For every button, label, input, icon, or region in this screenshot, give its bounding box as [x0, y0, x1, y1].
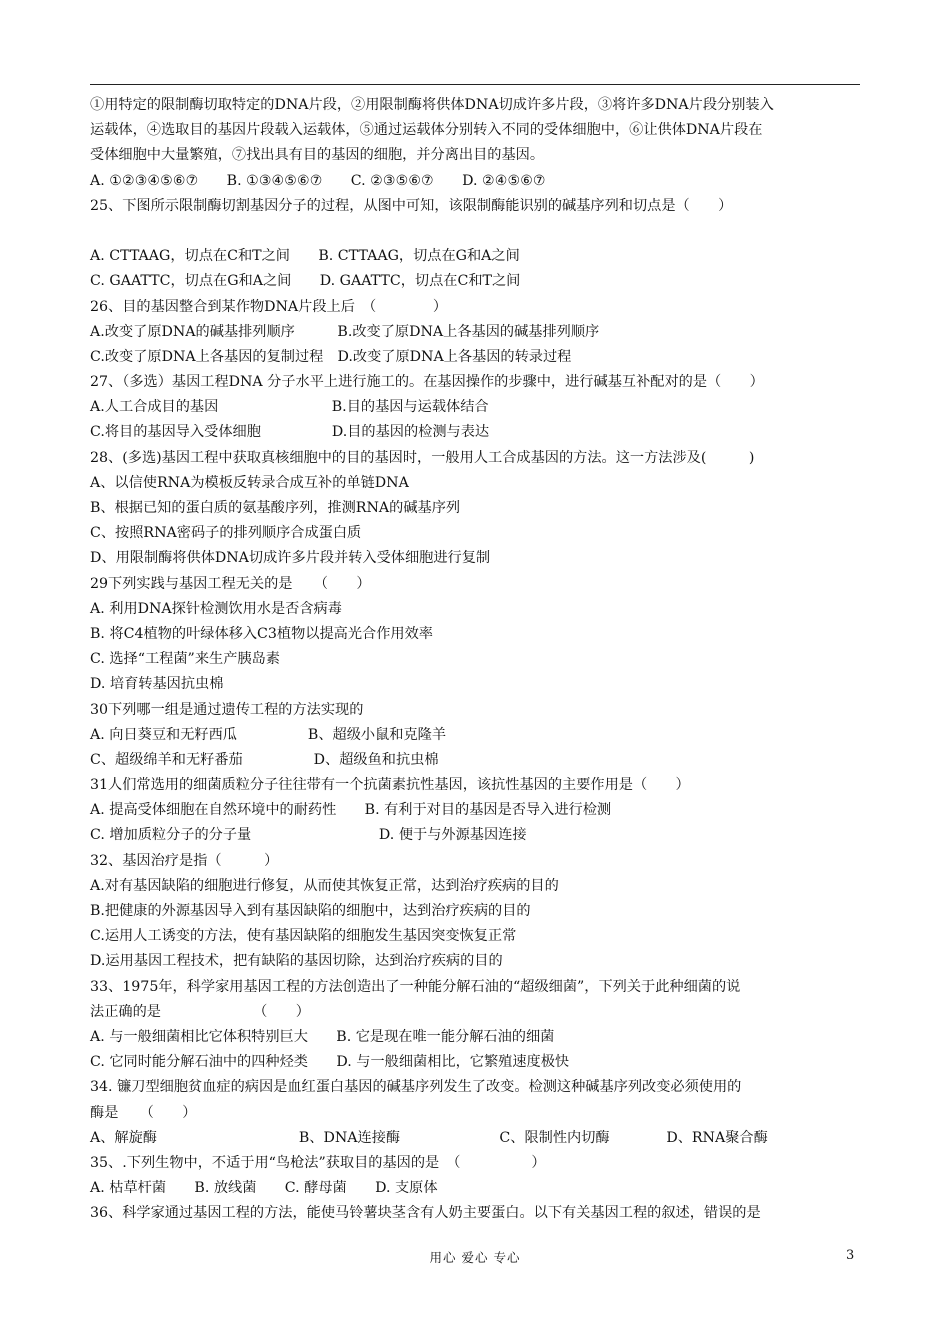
answer-options: A. ①②③④⑤⑥⑦ B. ①③④⑤⑥⑦ C. ②③⑤⑥⑦ D. ②④⑤⑥⑦: [90, 172, 546, 189]
question-29: 29下列实践与基因工程无关的是 （ ）: [90, 575, 371, 592]
answer-option: D.运用基因工程技术，把有缺陷的基因切除，达到治疗疾病的目的: [90, 953, 503, 970]
answer-option: A. 利用DNA探针检测饮用水是否含病毒: [90, 600, 342, 617]
answer-options: C. GAATTC，切点在G和A之间 D. GAATTC，切点在C和T之间: [90, 273, 521, 290]
answer-option: D、用限制酶将供体DNA切成许多片段并转入受体细胞进行复制: [90, 550, 491, 567]
answer-option: B.把健康的外源基因导入到有基因缺陷的细胞中，达到治疗疾病的目的: [90, 903, 531, 919]
answer-options: C. 它同时能分解石油中的四种烃类 D. 与一般细菌相比，它繁殖速度极快: [90, 1054, 570, 1071]
answer-options: A.人工合成目的基因 B.目的基因与运载体结合: [90, 399, 489, 416]
question-30: 30下列哪一组是通过遗传工程的方法实现的: [90, 701, 364, 718]
text-line: ①用特定的限制酶切取特定的DNA片段，②用限制酶将供体DNA切成许多片段，③将许多DNA片段分别装入: [90, 97, 774, 113]
text-line: 运载体，④选取目的基因片段载入运载体，⑤通过运载体分别转入不同的受体细胞中，⑥让供体DNA片段在: [90, 122, 763, 139]
document-body: [90, 93, 860, 1226]
question-34: 34. 镰刀型细胞贫血症的病因是血红蛋白基因的碱基序列发生了改变。检测这种碱基序列改变必须使用的: [90, 1079, 742, 1096]
answer-option: C.运用人工诱变的方法，使有基因缺陷的细胞发生基因突变恢复正常: [90, 928, 517, 945]
answer-options: A. CTTAAG，切点在C和T之间 B. CTTAAG，切点在G和A之间: [90, 248, 520, 265]
text-line: 酶是 （ ）: [90, 1104, 197, 1121]
answer-option: C. 选择“工程菌”来生产胰岛素: [90, 651, 280, 668]
answer-options: A. 向日葵豆和无籽西瓜 B、超级小鼠和克隆羊: [90, 726, 447, 743]
header-rule: [90, 84, 860, 85]
answer-options: C.改变了原DNA上各基因的复制过程 D.改变了原DNA上各基因的转录过程: [90, 348, 572, 365]
answer-option: B、根据已知的蛋白质的氨基酸序列，推测RNA的碱基序列: [90, 500, 461, 516]
answer-option: C、按照RNA密码子的排列顺序合成蛋白质: [90, 525, 362, 542]
question-25: 25、下图所示限制酶切割基因分子的过程，从图中可知，该限制酶能识别的碱基序列和切点是（ ）: [90, 197, 733, 214]
answer-options: A. 枯草杆菌 B. 放线菌 C. 酵母菌 D. 支原体: [90, 1180, 438, 1197]
answer-options: C、超级绵羊和无籽番茄 D、超级鱼和抗虫棉: [90, 751, 439, 768]
answer-options: A、解旋酶 B、DNA连接酶 C、限制性内切酶 D、RNA聚合酶: [90, 1129, 768, 1146]
answer-options: C.将目的基因导入受体细胞 D.目的基因的检测与表达: [90, 424, 490, 441]
question-36: 36、科学家通过基因工程的方法，能使马铃薯块茎含有人奶主要蛋白。以下有关基因工程的叙述，错误的是: [90, 1205, 761, 1222]
answer-options: C. 增加质粒分子的分子量 D. 便于与外源基因连接: [90, 827, 527, 844]
question-26: 26、目的基因整合到某作物DNA片段上后 （ ）: [90, 298, 448, 315]
question-28: 28、(多选)基因工程中获取真核细胞中的目的基因时，一般用人工合成基因的方法。这一方法涉及( ): [90, 449, 755, 466]
question-33: 33、1975年，科学家用基因工程的方法创造出了一种能分解石油的“超级细菌”，下列关于此种细菌的说: [90, 978, 741, 995]
answer-options: A. 提高受体细胞在自然环境中的耐药性 B. 有利于对目的基因是否导入进行检测: [90, 802, 612, 819]
answer-option: A、以信使RNA为模板反转录合成互补的单链DNA: [90, 474, 409, 491]
text-line: 法正确的是 （ ）: [90, 1003, 310, 1020]
question-35: 35、.下列生物中，不适于用“鸟枪法”获取目的基因的是 （ ）: [90, 1154, 546, 1171]
question-31: 31人们常选用的细菌质粒分子往往带有一个抗菌素抗性基因，该抗性基因的主要作用是（ ）: [90, 777, 690, 794]
answer-option: B. 将C4植物的叶绿体移入C3植物以提高光合作用效率: [90, 625, 433, 642]
footer-slogan: 用心 爱心 专心: [429, 1250, 521, 1265]
question-32: 32、基因治疗是指（ ）: [90, 852, 279, 869]
answer-option: A.对有基因缺陷的细胞进行修复，从而使其恢复正常，达到治疗疾病的目的: [90, 877, 559, 894]
answer-options: A.改变了原DNA的碱基排列顺序 B.改变了原DNA上各基因的碱基排列顺序: [90, 323, 600, 340]
text-line: 受体细胞中大量繁殖，⑦找出具有目的基因的细胞，并分离出目的基因。: [90, 147, 545, 164]
page-number: 3: [846, 1248, 855, 1263]
answer-option: D. 培育转基因抗虫棉: [90, 676, 224, 693]
figure-space: [90, 219, 860, 244]
answer-options: A. 与一般细菌相比它体积特别巨大 B. 它是现在唯一能分解石油的细菌: [90, 1028, 555, 1045]
question-27: 27、（多选）基因工程DNA 分子水平上进行施工的。在基因操作的步骤中，进行碱基互补配对的是（ ）: [90, 374, 764, 391]
